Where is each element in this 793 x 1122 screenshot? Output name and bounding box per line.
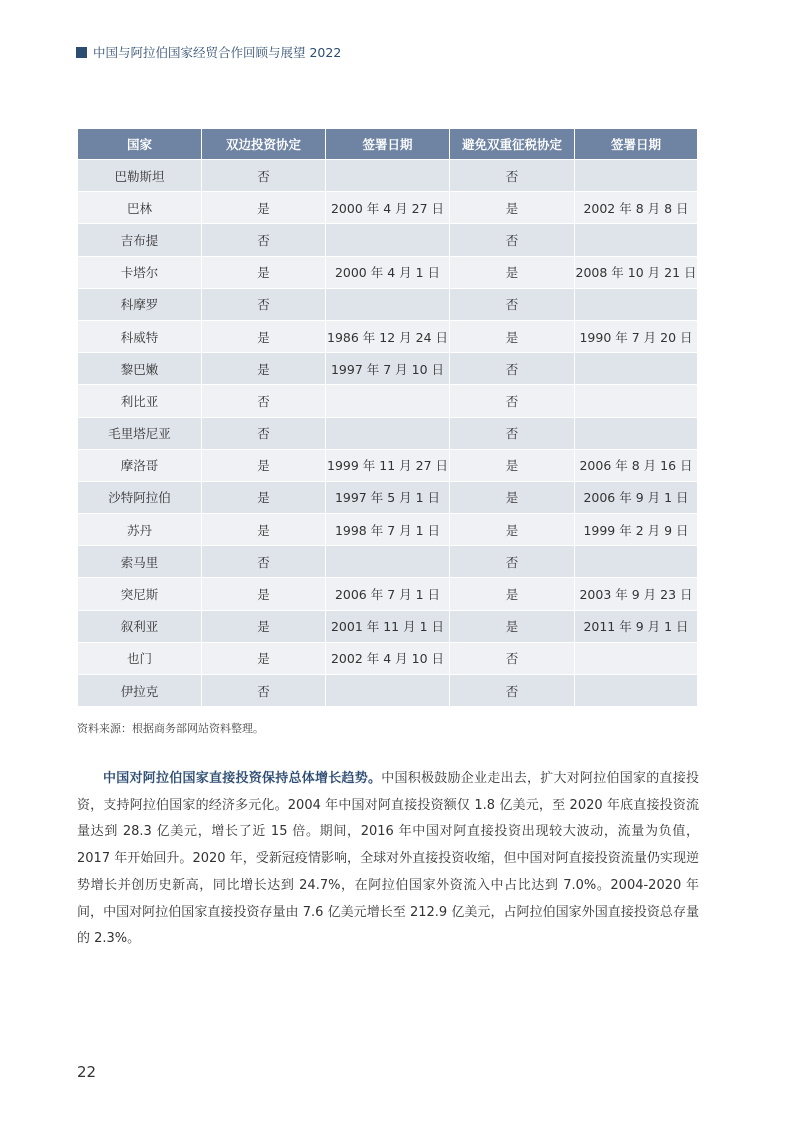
cell-dta: 是 xyxy=(450,514,575,546)
table-row xyxy=(78,256,698,288)
table-row xyxy=(78,160,698,192)
cell-dta-date xyxy=(575,675,698,707)
table-row xyxy=(78,353,698,385)
cell-bit: 是 xyxy=(202,320,326,352)
table-row xyxy=(78,642,698,674)
table-row xyxy=(78,610,698,642)
cell-country: 索马里 xyxy=(78,546,202,578)
cell-dta: 否 xyxy=(450,642,575,674)
cell-country: 沙特阿拉伯 xyxy=(78,481,202,513)
cell-country: 伊拉克 xyxy=(78,675,202,707)
cell-dta-date: 2006 年 9 月 1 日 xyxy=(575,481,698,513)
cell-dta: 否 xyxy=(450,417,575,449)
cell-bit-date xyxy=(326,160,450,192)
cell-dta-date xyxy=(575,642,698,674)
cell-bit-date: 1986 年 12 月 24 日 xyxy=(326,320,450,352)
cell-bit: 否 xyxy=(202,224,326,256)
cell-bit: 是 xyxy=(202,353,326,385)
cell-bit: 是 xyxy=(202,610,326,642)
table-row xyxy=(78,385,698,417)
cell-country: 卡塔尔 xyxy=(78,256,202,288)
cell-dta: 否 xyxy=(450,160,575,192)
cell-country: 黎巴嫩 xyxy=(78,353,202,385)
cell-dta: 是 xyxy=(450,449,575,481)
table-row xyxy=(78,514,698,546)
cell-bit: 否 xyxy=(202,160,326,192)
table-row xyxy=(78,192,698,224)
cell-dta: 否 xyxy=(450,353,575,385)
cell-bit-date: 2002 年 4 月 10 日 xyxy=(326,642,450,674)
cell-bit-date xyxy=(326,385,450,417)
cell-country: 也门 xyxy=(78,642,202,674)
cell-dta: 是 xyxy=(450,256,575,288)
cell-dta: 是 xyxy=(450,481,575,513)
cell-dta-date xyxy=(575,353,698,385)
cell-country: 科威特 xyxy=(78,320,202,352)
running-header xyxy=(76,43,341,61)
table-row xyxy=(78,449,698,481)
cell-bit: 是 xyxy=(202,578,326,610)
column-header-country: 国家 xyxy=(78,129,202,160)
cell-bit-date xyxy=(326,546,450,578)
table-row xyxy=(78,417,698,449)
paragraph-lead: 中国对阿拉伯国家直接投资保持总体增长趋势。 xyxy=(103,771,382,786)
cell-bit: 是 xyxy=(202,192,326,224)
table-row xyxy=(78,224,698,256)
header-title: 中国与阿拉伯国家经贸合作回顾与展望 2022 xyxy=(93,45,342,60)
column-header-bit: 双边投资协定 xyxy=(202,129,326,160)
table-row xyxy=(78,320,698,352)
cell-dta: 是 xyxy=(450,192,575,224)
column-header-dta: 避免双重征税协定 xyxy=(450,129,575,160)
cell-dta-date: 2006 年 8 月 16 日 xyxy=(575,449,698,481)
cell-bit-date xyxy=(326,417,450,449)
cell-dta-date: 2008 年 10 月 21 日 xyxy=(575,256,698,288)
cell-country: 叙利亚 xyxy=(78,610,202,642)
cell-dta-date: 2002 年 8 月 8 日 xyxy=(575,192,698,224)
cell-dta-date: 1999 年 2 月 9 日 xyxy=(575,514,698,546)
cell-dta-date xyxy=(575,160,698,192)
cell-bit-date: 2001 年 11 月 1 日 xyxy=(326,610,450,642)
cell-bit: 是 xyxy=(202,481,326,513)
cell-country: 巴勒斯坦 xyxy=(78,160,202,192)
cell-bit-date xyxy=(326,288,450,320)
cell-dta: 否 xyxy=(450,546,575,578)
column-header-bit-date: 签署日期 xyxy=(326,129,450,160)
cell-bit: 否 xyxy=(202,417,326,449)
cell-country: 苏丹 xyxy=(78,514,202,546)
header-square-icon xyxy=(76,47,87,58)
cell-bit-date: 2000 年 4 月 27 日 xyxy=(326,192,450,224)
table-source-note: 资料来源：根据商务部网站资料整理。 xyxy=(77,722,264,735)
cell-bit: 是 xyxy=(202,642,326,674)
cell-bit: 是 xyxy=(202,449,326,481)
cell-dta: 是 xyxy=(450,578,575,610)
cell-bit: 是 xyxy=(202,514,326,546)
cell-dta: 否 xyxy=(450,224,575,256)
table-row xyxy=(78,288,698,320)
table-row xyxy=(78,481,698,513)
table-body xyxy=(78,160,698,707)
cell-bit: 否 xyxy=(202,288,326,320)
cell-dta-date xyxy=(575,385,698,417)
page-number: 22 xyxy=(77,1063,97,1081)
cell-bit: 否 xyxy=(202,546,326,578)
cell-bit: 否 xyxy=(202,385,326,417)
paragraph-body: 中国积极鼓励企业走出去，扩大对阿拉伯国家的直接投资，支持阿拉伯国家的经济多元化。2004 年中国对阿直接投资额仅 1.8 亿美元，至 2020 年底直接投资流量达到 28.3 亿美元，增长了近 15 倍。期间，2016 年中国对阿直接投资出现较大波动，流量为负值，2017 年开始回升。2020 年，受新冠疫情影响，全球对外直接投资收缩，但中国对阿直接投资流量仍实现逆势增长并创历史新高，同比增长达到 24.7%，在阿拉伯国家外资流入中占比达到 7.0%。2004-2020 年间，中国对阿拉伯国家直接投资存量由 7.6 亿美元增长至 212.9 亿美元，占阿拉伯国家外国直接投资总存量的 2.3%。 xyxy=(77,771,699,947)
cell-bit-date: 1999 年 11 月 27 日 xyxy=(326,449,450,481)
body-paragraph xyxy=(77,766,699,953)
cell-dta-date xyxy=(575,417,698,449)
cell-dta: 是 xyxy=(450,610,575,642)
cell-bit: 是 xyxy=(202,256,326,288)
cell-dta-date xyxy=(575,546,698,578)
cell-dta-date: 2003 年 9 月 23 日 xyxy=(575,578,698,610)
table-row xyxy=(78,578,698,610)
cell-country: 巴林 xyxy=(78,192,202,224)
cell-bit: 否 xyxy=(202,675,326,707)
cell-bit-date xyxy=(326,224,450,256)
cell-bit-date: 1997 年 7 月 10 日 xyxy=(326,353,450,385)
cell-bit-date: 2006 年 7 月 1 日 xyxy=(326,578,450,610)
cell-dta: 否 xyxy=(450,385,575,417)
cell-country: 利比亚 xyxy=(78,385,202,417)
cell-dta-date xyxy=(575,288,698,320)
cell-bit-date: 1997 年 5 月 1 日 xyxy=(326,481,450,513)
cell-dta-date: 1990 年 7 月 20 日 xyxy=(575,320,698,352)
cell-bit-date xyxy=(326,675,450,707)
column-header-dta-date: 签署日期 xyxy=(575,129,698,160)
cell-dta-date xyxy=(575,224,698,256)
table-row xyxy=(78,546,698,578)
cell-country: 科摩罗 xyxy=(78,288,202,320)
cell-dta: 否 xyxy=(450,288,575,320)
cell-bit-date: 2000 年 4 月 1 日 xyxy=(326,256,450,288)
cell-country: 吉布提 xyxy=(78,224,202,256)
cell-bit-date: 1998 年 7 月 1 日 xyxy=(326,514,450,546)
treaty-table xyxy=(77,128,698,707)
cell-dta: 是 xyxy=(450,320,575,352)
cell-country: 毛里塔尼亚 xyxy=(78,417,202,449)
cell-dta-date: 2011 年 9 月 1 日 xyxy=(575,610,698,642)
table-row xyxy=(78,675,698,707)
cell-dta: 否 xyxy=(450,675,575,707)
cell-country: 突尼斯 xyxy=(78,578,202,610)
table-header-row xyxy=(78,129,698,160)
cell-country: 摩洛哥 xyxy=(78,449,202,481)
